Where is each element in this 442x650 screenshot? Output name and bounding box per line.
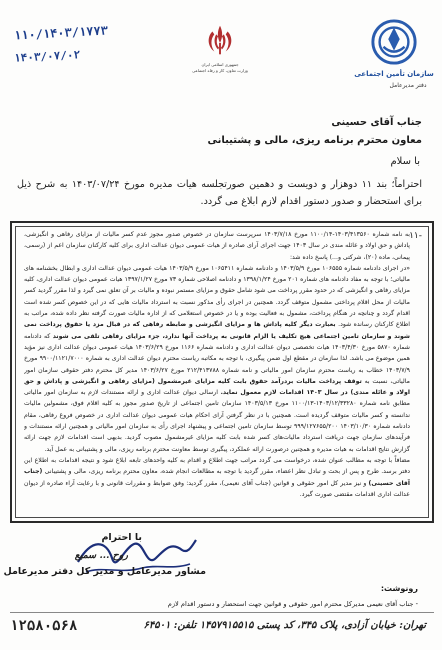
signatory-name: روح ... سمیع	[74, 550, 128, 561]
resolution-text-part: طرح و پس از بحث و تبادل نظر اعضاء، مقرر گردید با توجه به مطالعات انجام شده، معاون محترم برنامه ریزی، مالی و پشتیبانی	[44, 468, 379, 476]
resolution-frame	[10, 221, 434, 523]
resolution-highlight: (جناب آقای حسینی)	[24, 468, 410, 487]
recipient-title: معاون محترم برنامه ریزی، مالی و پشتیبانی	[207, 135, 422, 146]
resolution-number: ۱۱-	[409, 231, 422, 241]
org-name: سازمان تأمین اجتماعی	[354, 70, 434, 78]
resolution-text-part: که دادنامه شماره ۵۸۷۰ مورخ ۱۴۰۳/۴/۳۰ هیات تخصصی دیوان عدالت اداری و دادنامه شماره ۱۱۶۶ مورخ ۱۴۰۳/۶/۲۹ هیات عمومی دیوان عدالت اداری نیز مؤید همین موضوع می باشد. لذا سازمان در مقطع اول ضمن پیگیری، با توجه به مکاتبه ریاست محترم دیوان عدالت اداری به شماره ۹۹۰۰/۱۱۲۱/۷۰۰۰ مورخ ۱۴۰۳/۷/۹ خطاب به ریاست محترم سازمان امور مالیاتی و نامه شماره ۲۱۲/۴۱۳۷۸۸ مورخ ۱۴۰۳/۶/۲۷ مدیر کل محترم دفتر حقوقی سازمان امور مالیاتی، نسبت به	[24, 332, 410, 385]
resolution-highlight: بعبارت دیگر کلیه پاداش ها و مزایای انگیزشی و ضابطه رفاهی که در قبال مزد یا حقوق پرداخت نمی شوند و سازمان تامین اجتماعی هیچ تکلیف یا الزام قانونی به پرداخت آنها ندارد، جزء مزایای رفاهی تلقی می شوند	[24, 321, 410, 340]
greeting: با سلام	[390, 156, 420, 167]
iran-emblem-icon	[201, 22, 239, 60]
letter-date: ۱۴۰۳/۰۷/۰۲	[13, 48, 81, 65]
resolution-text	[24, 229, 410, 517]
resolution-text-part: و نیز مدیر کل امور حقوقی و قوانین (جناب آقای نعیمی)، مقرر گردید: وفق ضوابط و مقررات قانونی و با رعایت آراء صادره از دیوان عدالت اداری اقدامات مقتضی صورت گیرد.	[24, 479, 410, 498]
resolution-text-part: به نامه شماره ۱۴۰۳/۴۱۳۵۶۰-۱۱۰۰/۱۴ مورخ ۱۴۰۳/۷/۱۸ سرپرست سازمان در خصوص صدور مجوز عدم کسر مالیات از مزایای رفاهی و انگیزشی، پاداش و حق اولاد و عائله مندی در سال ۱۴۰۳ جهت اجرای آرای صادره از هیات عمومی دیوان عدالت اداری برای کلیه کارکنان سازمان اعم از (رسمی، پیمانی، ماده (۲۰)، شرکتی و...) پاسخ داده شد: «در اجرای دادنامه شماره ۱۰۶۵۵۵ مورخ ۱۴۰۳/۵/۹ و دادنامه شماره ۱۰۶۵۴۱۱ مورخ ۱۴۰۳/۵/۹ هیات عمومی دیوان عدالت اداری و ابطال بخشنامه های مالیاتی؛ با توجه به مفاد دادنامه های شماره ۲۰۱ مورخ ۱۳۹۸/۱/۲۴ و دادنامه اصلاحی شماره ۷۳ مورخ ۱۳۹۷/۱/۲۷ هیات عمومی دیوان عدالت اداری، کلیه مزایای رفاهی و انگیزشی که در حدود مقرر پرداخت می شود شامل حقوق و مزایای مستمر نبوده و مالیات بر آن تعلق نمی گیرد و لذا مقرر گردید کسر مالیات از محل اقلام پرداختی مشمول متوقف گردد. همچنین در اجرای رأی مذکور نسبت به استرداد مالیات هایی که در این خصوص کسر شده است اقدام گردد و چنانچه در هنگام پرداخت، مشمول به فعالیت بوده و یا در خصوص استعلامی که از اداره مالیات صورت گرفته نظر داده شده، مراتب به اطلاع کارکنان رسانده شود.	[24, 231, 410, 329]
recipient-block	[207, 114, 422, 150]
cc-title: رونوشت:	[380, 584, 418, 593]
footer-divider	[10, 612, 434, 613]
signatory-title: مشاور مدیرعامل و مدیر کل دفتر مدیرعامل	[3, 566, 206, 577]
government-caption: جمهوری اسلامی ایران وزارت تعاون، کار و رفاه اجتماعی	[192, 62, 248, 73]
resolution-highlight: توقف پرداخت مالیات بردرآمد حقوق بابت کلیه مزایای غیرمشمول (مزایای رفاهی و انگیزشی و پاداش و حق اولاد و عائله مندی) در سال ۱۴۰۳ اقدامات لازم معمول نماید.	[24, 377, 410, 397]
resolution-text-part: ارسالی دیوان عدالت اداری و ارائه مستندات لازم به سازمان امور مالیاتی مطابق نامه شماره ۱۴۰۳/۱۲/۳۳۲۸۰-۱۱۰۰/۱۳ مورخ ۱۴۰۳/۵/۱۳ سازمان تامین اجتماعی از تاریخ صدور مجوز به کلیه اقلام فوق، مشمولین مالیات ندانسته و کسر مالیات متوقف گردیده است. همچنین با در نظر گرفتن آرای احکام هیات عمومی دیوان عدالت اداری در خصوص فروغ رفاهی، مقام دادنامه شماره ۱۴۰۳/۱۰/۳۰ ۹۹۹/۱۲۷۶۵۵/۲۰۰ توسط سازمان تامین اجتماعی و پیشنهاد اجرای رأی به سازمان امور مالیاتی و همچنین ارائه مستندات و فرآیندهای سازمان جهت دریافت استرداد مالیات‌های کسر شده بابت کلیه مزایای غیرمشمول مصوب گردید. بدیهی است اقدامات لازم جهت ارائه گزارش نتایج اقدامات به هیات مدیره و همچنین درصورت ارائه عملکرد، پیگیری توسط معاونت محترم برنامه ریزی، مالی و پشتیبانی به عمل آید. مضافاً با توجه به مطالب عنوان شده، درخواست می گردد مراتب جهت اطلاع و اقدام به کلیه واحدهای تابعه ابلاغ شود و نتیجه اقدامات به اطلاع این دفتر برسد.	[24, 389, 410, 476]
cc-item: - جناب آقای نعیمی مدیرکل محترم امور حقوقی و قوانین جهت استحضار و دستور اقدام لازم	[167, 600, 418, 608]
social-security-logo-icon	[370, 18, 418, 66]
recipient-name: جناب آقای حسینی	[331, 117, 422, 128]
letter-number: ۱۱۰/۱۴۰۳/۱۷۷۳	[13, 23, 109, 43]
org-subtitle: دفتر مدیرعامل	[389, 82, 427, 89]
footer-address: تهران: خیابان آزادی، پلاک ۳۴۵، کد پستی ۱۴۵۷۹۱۵۵۱۵ تلفن: ۶۴۵۰۱	[143, 620, 426, 631]
intro-paragraph: احتراماً؛ بند ۱۱ دوهزار و دویست و دهمین صورتجلسه هیات مدیره مورخ ۱۴۰۳/۰۷/۲۴ به شرح ذیل برای استحضار و صدور دستور اقدام لازم ابلاغ می گردد.	[17, 179, 423, 207]
document-code: ۱۲۵۸۰۵۶۸	[10, 618, 78, 634]
closing-phrase: با احترام	[101, 532, 142, 543]
